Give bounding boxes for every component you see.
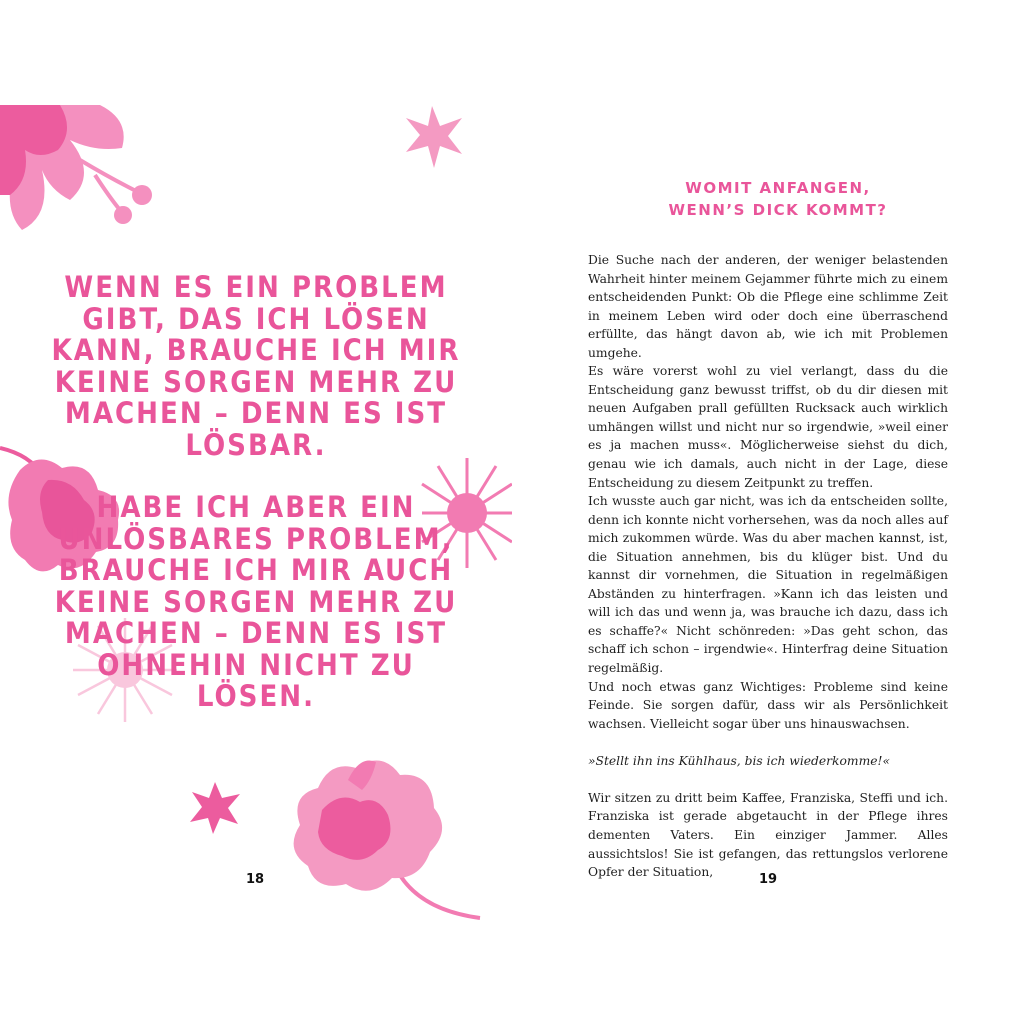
star-icon — [406, 106, 462, 168]
pull-quote — [40, 272, 472, 713]
right-page — [512, 0, 1024, 1024]
chapter-title-line-2: WENN’S DICK KOMMT? — [668, 201, 888, 219]
paragraph: Und noch etwas ganz Wichtiges: Probleme sind keine Feinde. Sie sorgen dafür, dass wir als Persönlichkeit wachsen. Vielleicht sogar über uns hinauswachsen. — [588, 679, 948, 731]
italic-heading: »Stellt ihn ins Kühlhaus, bis ich wiederkomme!« — [588, 753, 890, 768]
chapter-title-line-1: WOMIT ANFANGEN, — [685, 179, 871, 197]
paragraph: Wir sitzen zu dritt beim Kaffee, Franziska, Steffi und ich. Franziska ist gerade abgetaucht in der Pflege ihres dementen Vaters. Ein einziger Jammer. Alles aussichtslos! Sie ist gefangen, das rettungslos verlorene Opfer der Situation, — [588, 790, 948, 880]
quote-paragraph-2: HABE ICH ABER EIN UNLÖSBARES PROBLEM, BRAUCHE ICH MIR AUCH KEINE SORGEN MEHR ZU MACHEN – DENN ES IST OHNEHIN NICHT ZU LÖSEN. — [54, 490, 458, 713]
page-number-right: 19 — [758, 872, 778, 887]
body-text — [588, 251, 948, 882]
flower-icon — [294, 760, 480, 918]
quote-paragraph-1: WENN ES EIN PROBLEM GIBT, DAS ICH LÖSEN KANN, BRAUCHE ICH MIR KEINE SORGEN MEHR ZU MACHEN – DENN ES IST LÖSBAR. — [51, 270, 461, 462]
paragraph: Ich wusste auch gar nicht, was ich da entscheiden sollte, denn ich konnte nicht vorhersehen, was da noch alles auf mich zukommen würde. Was du aber machen kannst, ist, die Situation annehmen, bis du klüger bist. Und du kannst dir vornehmen, die Situation in regelmäßigen Abständen zu hinterfragen. »Kann ich das leisten und will ich das und wenn ja, was brauche ich dazu, dass ich es schaffe?« Nicht schönreden: »Das geht schon, das schaff ich schon – irgendwie«. Hinterfrag deine Situation regelmäßig. — [588, 494, 948, 676]
star-icon — [190, 782, 240, 834]
paragraph: Die Suche nach der anderen, der weniger belastenden Wahrheit hinter meinem Gejammer führte mich zu einem entscheidenden Punkt: Ob die Pflege eine schlimme Zeit in meinem Leben wird oder doch eine überraschend erfüllte, das hängt davon ab, wie ich mit Problemen umgehe. — [588, 253, 948, 360]
page-number-left: 18 — [245, 872, 265, 887]
flower-icon — [0, 105, 152, 230]
chapter-title — [632, 177, 924, 221]
paragraph: Es wäre vorerst wohl zu viel verlangt, dass du die Entscheidung ganz bewusst triffst, ob du dir diesen mit neuen Aufgaben prall gefüllten Rucksack auch wirklich umhängen willst und nicht nur so irgendwie, »weil einer es ja machen muss«. Möglicherweise siehst du dich, genau wie ich damals, auch nicht in der Lage, diese Entscheidung zu diesem Zeitpunkt zu treffen. — [588, 364, 948, 490]
